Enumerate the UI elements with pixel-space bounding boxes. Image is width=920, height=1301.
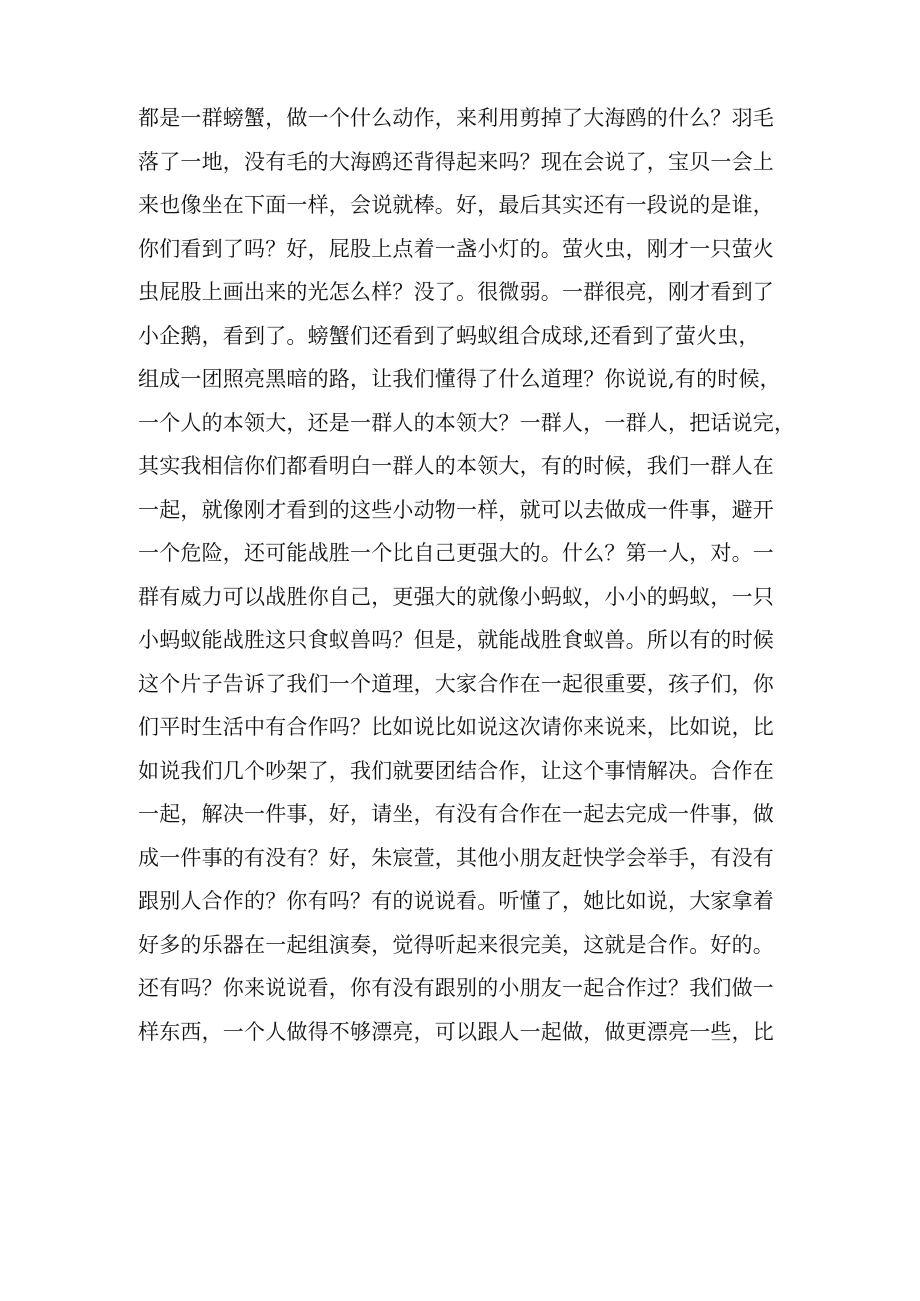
text-line: 这个片子告诉了我们一个道理，大家合作在一起很重要，孩子们，你 xyxy=(138,671,774,696)
body-text xyxy=(138,108,798,1065)
text-line: 一个危险，还可能战胜一个比自己更强大的。什么？第一人，对。一 xyxy=(138,541,774,565)
text-line: 小蚂蚁能战胜这只食蚁兽吗？但是，就能战胜食蚁兽。所以有的时候 xyxy=(138,628,774,652)
text-line: 还有吗？你来说说看，你有没有跟别的小朋友一起合作过？我们做一 xyxy=(138,976,774,1000)
text-line: 小企鹅，看到了。螃蟹们还看到了蚂蚁组合成球,还看到了萤火虫， xyxy=(138,323,760,348)
text-line: 虫屁股上画出来的光怎么样？没了。很微弱。一群很亮，刚才看到了 xyxy=(138,280,774,304)
text-line: 一起，就像刚才看到的这些小动物一样，就可以去做成一件事，避开 xyxy=(138,497,774,522)
text-line: 都是一群螃蟹，做一个什么动作，来利用剪掉了大海鸥的什么？羽毛 xyxy=(138,106,774,130)
text-line: 跟别人合作的？你有吗？有的说说看。听懂了，她比如说，大家拿着 xyxy=(138,889,774,913)
text-line: 们平时生活中有合作吗？比如说比如说这次请你来说来，比如说，比 xyxy=(138,715,774,739)
text-line: 来也像坐在下面一样，会说就棒。好，最后其实还有一段说的是谁， xyxy=(138,193,774,217)
text-line: 好多的乐器在一起组演奏，觉得听起来很完美，这就是合作。好的。 xyxy=(138,932,774,957)
text-line: 一起，解决一件事，好，请坐，有没有合作在一起去完成一件事，做 xyxy=(138,802,774,826)
text-line: 你们看到了吗？好，屁股上点着一盏小灯的。萤火虫，刚才一只萤火 xyxy=(138,236,774,261)
text-line: 群有威力可以战胜你自己，更强大的就像小蚂蚁，小小的蚂蚁，一只 xyxy=(138,584,774,609)
text-line: 其实我相信你们都看明白一群人的本领大，有的时候，我们一群人在 xyxy=(138,454,774,478)
text-line: 样东西，一个人做得不够漂亮，可以跟人一起做，做更漂亮一些，比 xyxy=(138,1019,774,1044)
text-line: 如说我们几个吵架了，我们就要团结合作，让这个事情解决。合作在 xyxy=(138,758,774,783)
text-line: 一个人的本领大，还是一群人的本领大？一群人，一群人，把话说完， xyxy=(138,410,796,435)
text-line: 成一件事的有没有？好，朱宸萱，其他小朋友赶快学会举手，有没有 xyxy=(138,845,774,870)
text-line: 落了一地，没有毛的大海鸥还背得起来吗？现在会说了，宝贝一会上 xyxy=(138,149,774,174)
text-line: 组成一团照亮黑暗的路，让我们懂得了什么道理？你说说,有的时候， xyxy=(138,367,781,391)
